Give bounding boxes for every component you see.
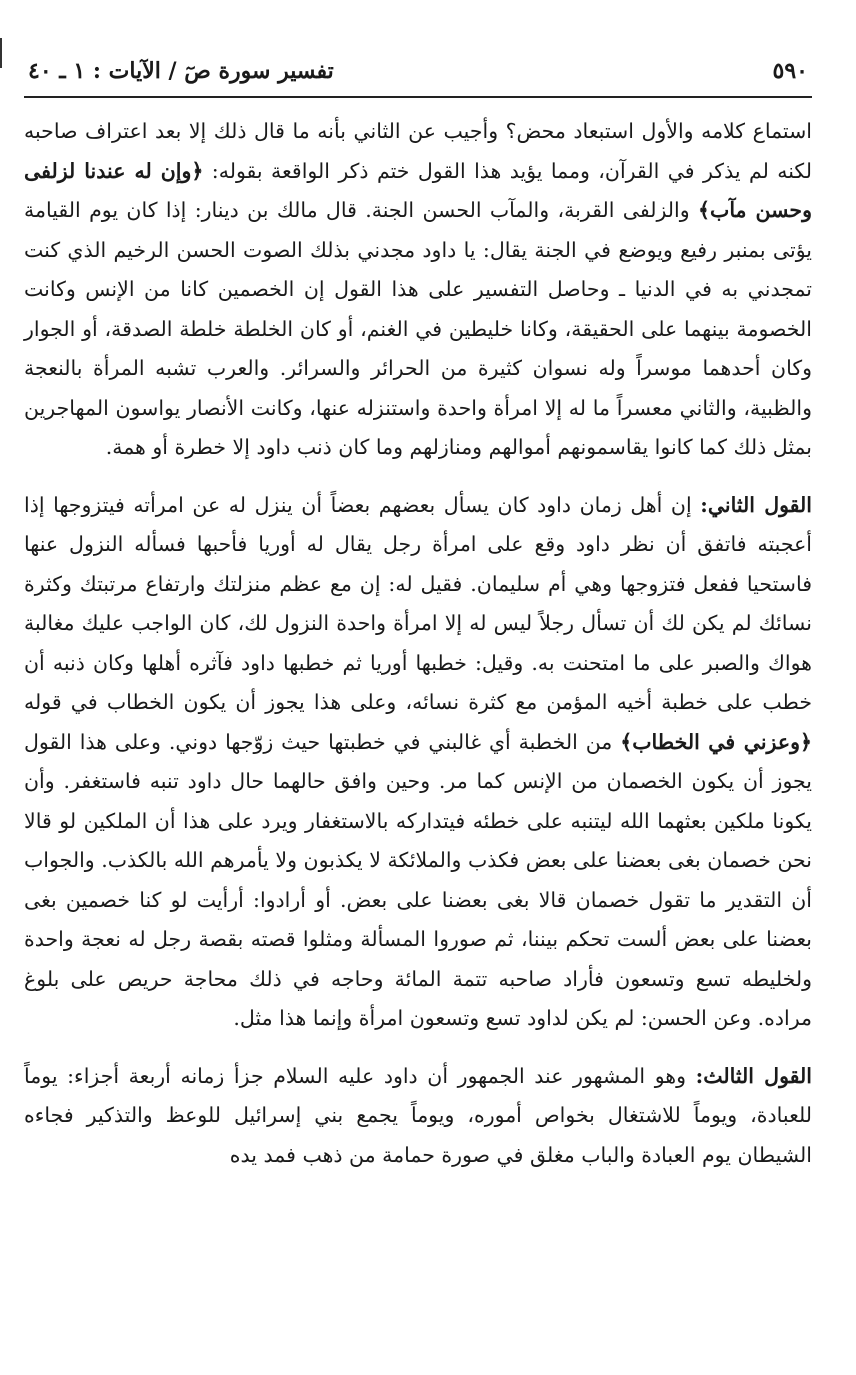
quran-bracket-close: ﴾: [698, 198, 711, 222]
quran-verse-1: وإن له عندنا لزلفى وحسن مآب: [24, 158, 812, 222]
paragraph-2: [24, 486, 812, 1039]
running-header: [24, 58, 812, 98]
section-lead-2: القول الثاني:: [700, 492, 812, 517]
page-body: [24, 112, 812, 1175]
quran-bracket-open: ﴿: [191, 158, 204, 183]
page: [24, 58, 812, 1193]
paragraph-1: [24, 112, 812, 468]
paragraph-2-text-b: من الخطبة أي غالبني في خطبتها حيث زوّجها دوني. وعلى هذا القول يجوز أن يكون الخصمان من الإنس كما مر. وحين وافق حالهما حال داود تنبه فاستغفر. وأن يكونا ملكين بعثهما الله ليتنبه على خطئه فيتداركه بالاستغفار ويرد على هذا أن الملكين لو قالا نحن خصمان بغى بعضنا على بعض فكذب والملائكة لا يكذبون ولا يأمرهم الله بالكذب. والجواب أن التقدير ما تقول خصمان قالا بغى بعضنا على بعض. أو أرادوا: أرأيت لو كنا خصمين بغى بعضنا على بعض ألست تحكم بيننا، ثم صوروا المسألة ومثلوا قصته بقصة رجل له نعجة واحدة ولخليطه تسع وتسعون فأراد صاحبه تتمة المائة وحاجه في ذلك محاجة حريص على بلوغ مراده. وعن الحسن: لم يكن لداود تسع وتسعون امرأة وإنما هذا مثل.: [24, 729, 812, 1030]
quran-bracket-open: ﴿: [799, 729, 812, 754]
paragraph-3: [24, 1057, 812, 1176]
paragraph-1-text-a: استماع كلامه والأول استبعاد محض؟ وأجيب عن الثاني بأنه ما قال ذلك إلا بعد اعتراف صاحبه لكنه لم يذكر في القرآن، ومما يؤيد هذا القول ختم ذكر الواقعة بقوله:: [24, 119, 812, 183]
running-title: تفسير سورة صٓ / الآيات : ١ ـ ٤٠: [28, 58, 334, 84]
section-lead-3: القول الثالث:: [695, 1063, 812, 1088]
paragraph-1-text-b: والزلفى القربة، والمآب الحسن الجنة. قال مالك بن دينار: إذا كان يوم القيامة يؤتى بمنبر رفيع ويوضع في الجنة يقال: يا داود مجدني بذلك الصوت الحسن الرخيم الذي كنت تمجدني به في الدنيا ـ وحاصل التفسير على هذا القول إن الخصمين كانا من الإنس وكانت الخصومة بينهما على الحقيقة، وكانا خليطين في الغنم، أو كان الخلطة خلطة الصدقة، أو الجوار وكان أحدهما موسراً وله نسوان كثيرة من الحرائر والسرائر. والعرب تشبه المرأة بالنعجة والظبية، والثاني معسراً ما له إلا امرأة واحدة واستنزله عنها، وكانت الأنصار يواسون المهاجرين بمثل ذلك كما كانوا يقاسمونهم أموالهم ومنازلهم وما كان ذنب داود إلا خطرة أو همة.: [24, 198, 812, 459]
quran-bracket-close: ﴾: [620, 729, 633, 754]
paragraph-3-text: وهو المشهور عند الجمهور أن داود عليه السلام جزأ زمانه أربعة أجزاء: يوماً للعبادة، ويوماً للاشتغال بخواص أموره، ويوماً يجمع بني إسرائيل للوعظ والتذكير فجاءه الشيطان يوم العبادة والباب مغلق في صورة حمامة من ذهب فمد يده: [24, 1063, 812, 1167]
paragraph-2-text-a: إن أهل زمان داود كان يسأل بعضهم بعضاً أن ينزل له عن امرأته فيتزوجها إذا أعجبته فاتفق أن نظر داود وقع على امرأة رجل يقال له أوريا فأحبها فسأله النزول عنها فاستحيا ففعل فتزوجها وهي أم سليمان. فقيل له: إن مع عظم منزلتك وارتفاع مرتبتك وكثرة نسائك لم يكن لك أن تسأل رجلاً ليس له إلا امرأة واحدة النزول لك، كان الواجب عليك مغالبة هواك والصبر على ما امتحنت به. وقيل: خطبها أوريا ثم خطبها داود فآثره أهلها وكان ذنبه أن خطب على خطبة أخيه المؤمن مع كثرة نسائه، وعلى هذا يجوز أن يكون الخطاب في قوله: [24, 492, 812, 714]
binding-mark: [0, 38, 2, 68]
quran-verse-2: وعزني في الخطاب: [632, 729, 800, 754]
page-number: ٥٩٠: [772, 58, 808, 84]
